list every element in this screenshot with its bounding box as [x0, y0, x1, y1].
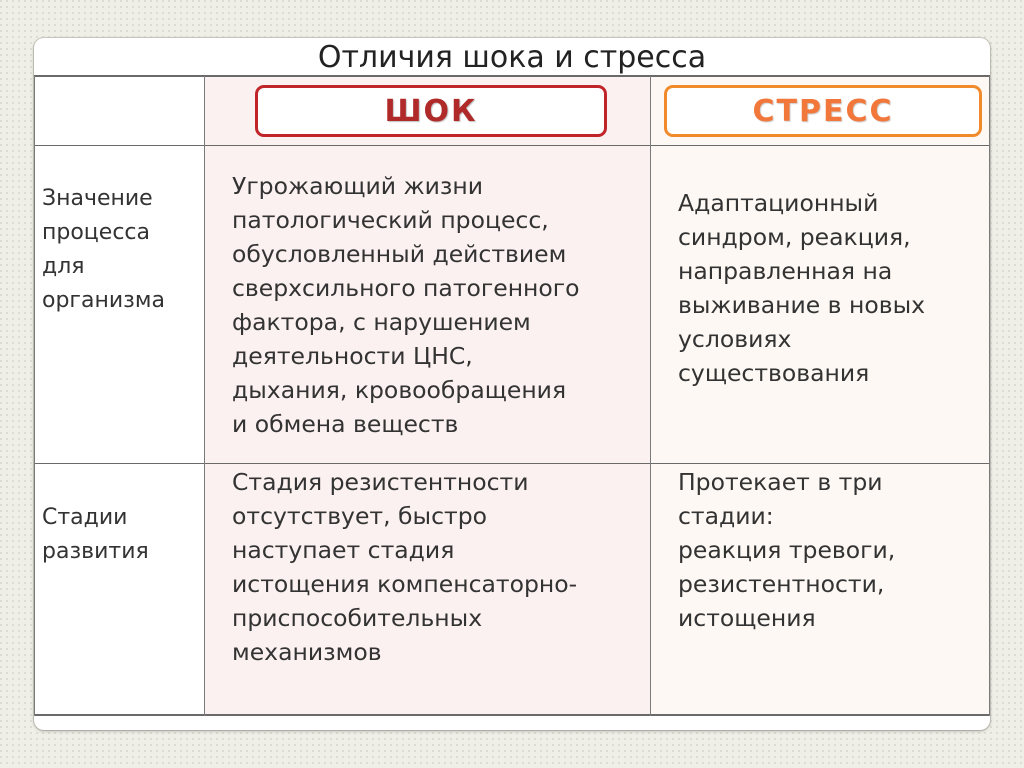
slide: [34, 38, 990, 730]
stress-meaning-text: Адаптационный синдром, реакция, направленная на выживание в новых условиях существования: [678, 189, 926, 387]
row-label-meaning: Значение процесса для организма: [42, 186, 165, 313]
comparison-table: [34, 76, 990, 716]
shock-stages-text: Стадия резистентности отсутствует, быстро наступает стадия истощения компенсаторно- приспособительных механизмов: [232, 468, 578, 666]
shock-meaning-text: Угрожающий жизни патологический процесс, обусловленный действием сверхсильного патогенного фактора, с нарушением деятельности ЦНС, дыхания, кровообращения и обмена веществ: [232, 172, 580, 438]
row-label-stages: Стадии развития: [42, 505, 149, 564]
table-bottom-border: [34, 714, 990, 716]
label-column: [34, 76, 204, 716]
column-divider-1: [204, 76, 205, 716]
shock-header: ШОК: [255, 85, 607, 137]
table-right-border: [989, 76, 990, 716]
header-divider: [34, 145, 990, 146]
slide-title: Отличия шока и стресса: [317, 40, 707, 75]
column-divider-2: [650, 76, 651, 716]
table-top-border: [34, 75, 990, 77]
stress-stages-text: Протекает в три стадии: реакция тревоги, резистентности, истощения: [678, 468, 896, 632]
row-divider: [34, 463, 990, 464]
table-left-border: [34, 76, 35, 716]
stress-header: СТРЕСС: [664, 85, 982, 137]
